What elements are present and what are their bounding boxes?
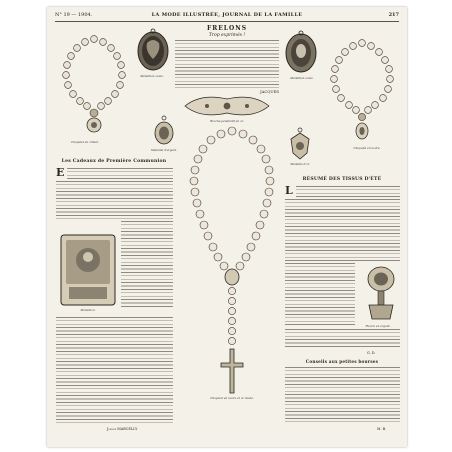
right-sub-author: M. B. — [377, 427, 387, 431]
left-drop-cap: E — [56, 166, 65, 179]
right-intro-text — [296, 186, 400, 198]
rosary-left-illustration — [57, 33, 131, 141]
magazine-page — [47, 7, 407, 447]
caption-top-left-medal: Médaillon ovale. — [140, 74, 164, 78]
small-medal-right-illustration — [287, 127, 313, 163]
caption-right-rosary: Chapelet en ivoire. — [353, 146, 381, 150]
right-body-text-2 — [285, 263, 355, 327]
caption-small-medal-right: Médaille d'or. — [290, 162, 310, 166]
journal-title: LA MODE ILLUSTRÉE, JOURNAL DE LA FAMILLE — [151, 12, 303, 18]
right-body-text-4 — [285, 367, 400, 425]
left-section-author: Jeanne MARCELLY — [107, 427, 138, 431]
issue-label: N° 19 — 1904. — [55, 12, 93, 18]
frelons-title: FRELONS — [206, 25, 248, 32]
right-body-text-1 — [285, 199, 400, 261]
relief-plaque-illustration — [59, 233, 117, 309]
right-section-author: G. D. — [367, 351, 376, 355]
left-body-text-3 — [56, 317, 173, 425]
rosary-center-illustration — [177, 125, 287, 415]
silver-flask-illustration — [363, 265, 399, 323]
oval-medallion-right-illustration — [283, 31, 319, 75]
page-header — [55, 9, 399, 22]
left-body-text-1 — [56, 181, 173, 221]
right-section-heading: RÉSUMÉ DES TISSUS D'ÉTÉ — [302, 177, 382, 182]
caption-brooch-center: Broche-pendentif en or. — [210, 119, 244, 123]
oval-medallion-left-illustration — [135, 29, 171, 73]
right-subheading: Conseils aux petites bourses — [305, 359, 379, 364]
frelons-signature: JACQUES — [260, 89, 279, 94]
page-number: 217 — [388, 12, 399, 18]
frelons-text — [175, 40, 279, 88]
caption-small-medal-left: Médaille d'argent. — [150, 148, 178, 152]
caption-center-rosary: Chapelet en nacre et or ciselé. — [210, 396, 254, 400]
left-section-heading: Les Cadeaux de Première Communion — [61, 159, 167, 164]
caption-bottom-right-object: Flacon en argent. — [365, 324, 391, 328]
caption-top-right-medal: Médaillon ovale. — [290, 76, 314, 80]
rosary-right-illustration — [325, 37, 399, 149]
left-body-text-2 — [121, 221, 173, 307]
right-body-text-3 — [285, 329, 400, 349]
frelons-subtitle: Trop exprimés ! — [208, 33, 246, 38]
right-drop-cap: L — [285, 184, 293, 197]
small-medal-left-illustration — [151, 115, 177, 149]
brooch-center-illustration — [181, 91, 273, 121]
caption-relief-plaque: Médaillon. — [80, 308, 96, 312]
left-intro-text — [67, 168, 173, 180]
frelons-block — [175, 25, 279, 94]
caption-left-rosary: Chapelet en cristal. — [71, 140, 99, 144]
